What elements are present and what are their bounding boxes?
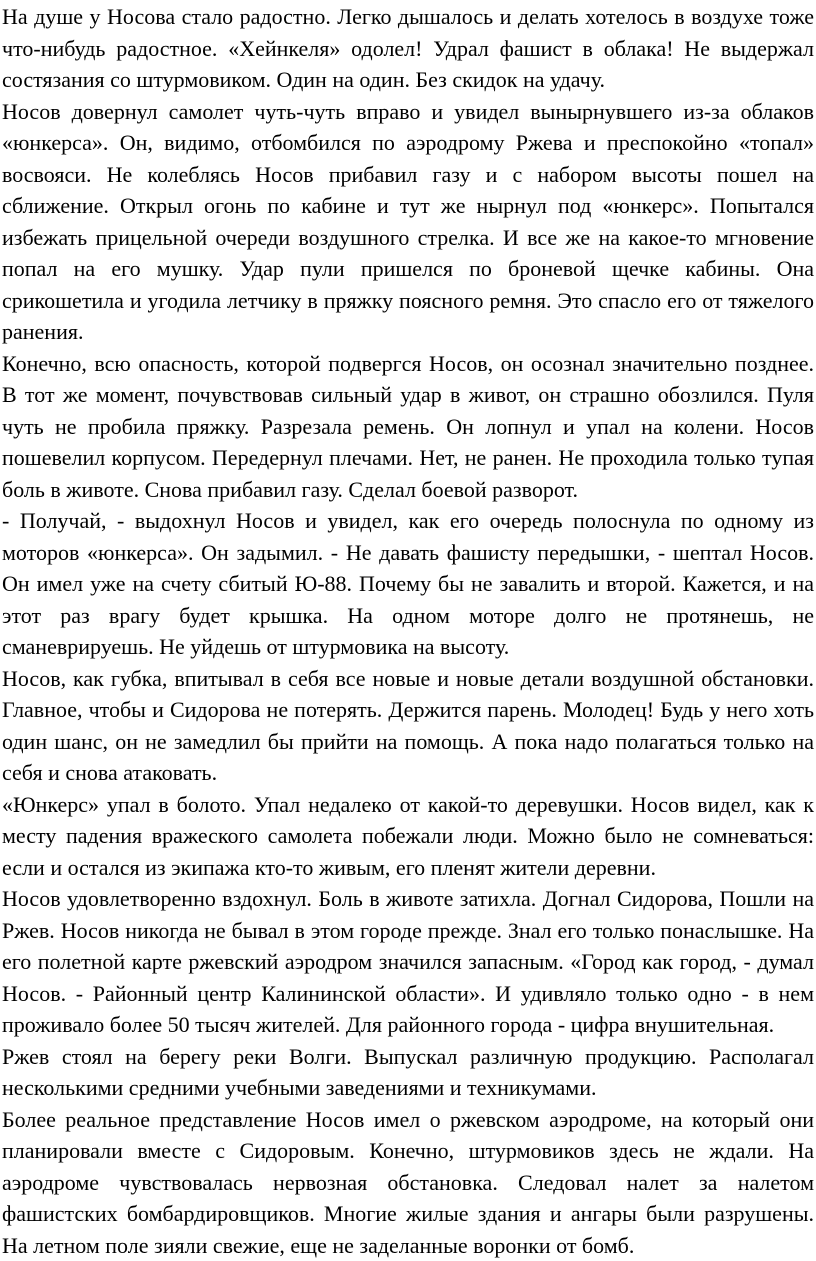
paragraph-9: Более реальное представление Носов имел о ржевском аэродроме, на который они планировали вместе с Сидоровым. Конечно, штурмовиков здесь не ждали. На аэродроме чувствовалась нервозная обстановка. Следовал налет за налетом фашистских бомбардировщиков. Многие жилые здания и ангары были разрушены. На летном поле зияли свежие, еще не заделанные воронки от бомб. (2, 1104, 814, 1261)
paragraph-6: «Юнкерс» упал в болото. Упал недалеко от какой-то деревушки. Носов видел, как к месту падения вражеского самолета побежали люди. Можно было не сомневаться: если и остался из экипажа кто-то живым, его пленят жители деревни. (2, 789, 814, 884)
paragraph-2: Носов довернул самолет чуть-чуть вправо и увидел вынырнувшего из-за облаков «юнкерса». Он, видимо, отбомбился по аэродрому Ржева и преспокойно «топал» восвояси. Не колеблясь Носов прибавил газу и с набором высоты пошел на сближение. Открыл огонь по кабине и тут же нырнул под «юнкерс». Попытался избежать прицельной очереди воздушного стрелка. И все же на какое-то мгновение попал на его мушку. Удар пули пришелся по броневой щечке кабины. Она срикошетила и угодила летчику в пряжку поясного ремня. Это спасло его от тяжелого ранения. (2, 96, 814, 348)
paragraph-4: - Получай, - выдохнул Носов и увидел, как его очередь полоснула по одному из моторов «юнкерса». Он задымил. - Не давать фашисту передышки, - шептал Носов. Он имел уже на счету сбитый Ю-88. Почему бы не завалить и второй. Кажется, и на этот раз врагу будет крышка. На одном моторе долго не протянешь, не сманеврируешь. Не уйдешь от штурмовика на высоту. (2, 505, 814, 663)
paragraph-7: Носов удовлетворенно вздохнул. Боль в животе затихла. Догнал Сидорова, Пошли на Ржев. Носов никогда не бывал в этом городе прежде. Знал его только понаслышке. На его полетной карте ржевский аэродром значился запасным. «Город как город, - думал Носов. - Районный центр Калининской области». И удивляло только одно - в нем проживало более 50 тысяч жителей. Для районного города - цифра внушительная. (2, 883, 814, 1041)
paragraph-1: На душе у Носова стало радостно. Легко дышалось и делать хотелось в воздухе тоже что-нибудь радостное. «Хейнкеля» одолел! Удрал фашист в облака! Не выдержал состязания со штурмовиком. Один на один. Без скидок на удачу. (2, 1, 814, 96)
paragraph-3: Конечно, всю опасность, которой подвергся Носов, он осознал значительно позднее. В тот же момент, почувствовав сильный удар в живот, он страшно обозлился. Пуля чуть не пробила пряжку. Разрезала ремень. Он лопнул и упал на колени. Носов пошевелил корпусом. Передернул плечами. Нет, не ранен. Не проходила только тупая боль в животе. Снова прибавил газу. Сделал боевой разворот. (2, 348, 814, 506)
paragraph-8: Ржев стоял на берегу реки Волги. Выпускал различную продукцию. Располагал несколькими средними учебными заведениями и техникумами. (2, 1041, 814, 1104)
paragraph-5: Носов, как губка, впитывал в себя все новые и новые детали воздушной обстановки. Главное, чтобы и Сидорова не потерять. Держится парень. Молодец! Будь у него хоть один шанс, он не замедлил бы прийти на помощь. А пока надо полагаться только на себя и снова атаковать. (2, 663, 814, 789)
